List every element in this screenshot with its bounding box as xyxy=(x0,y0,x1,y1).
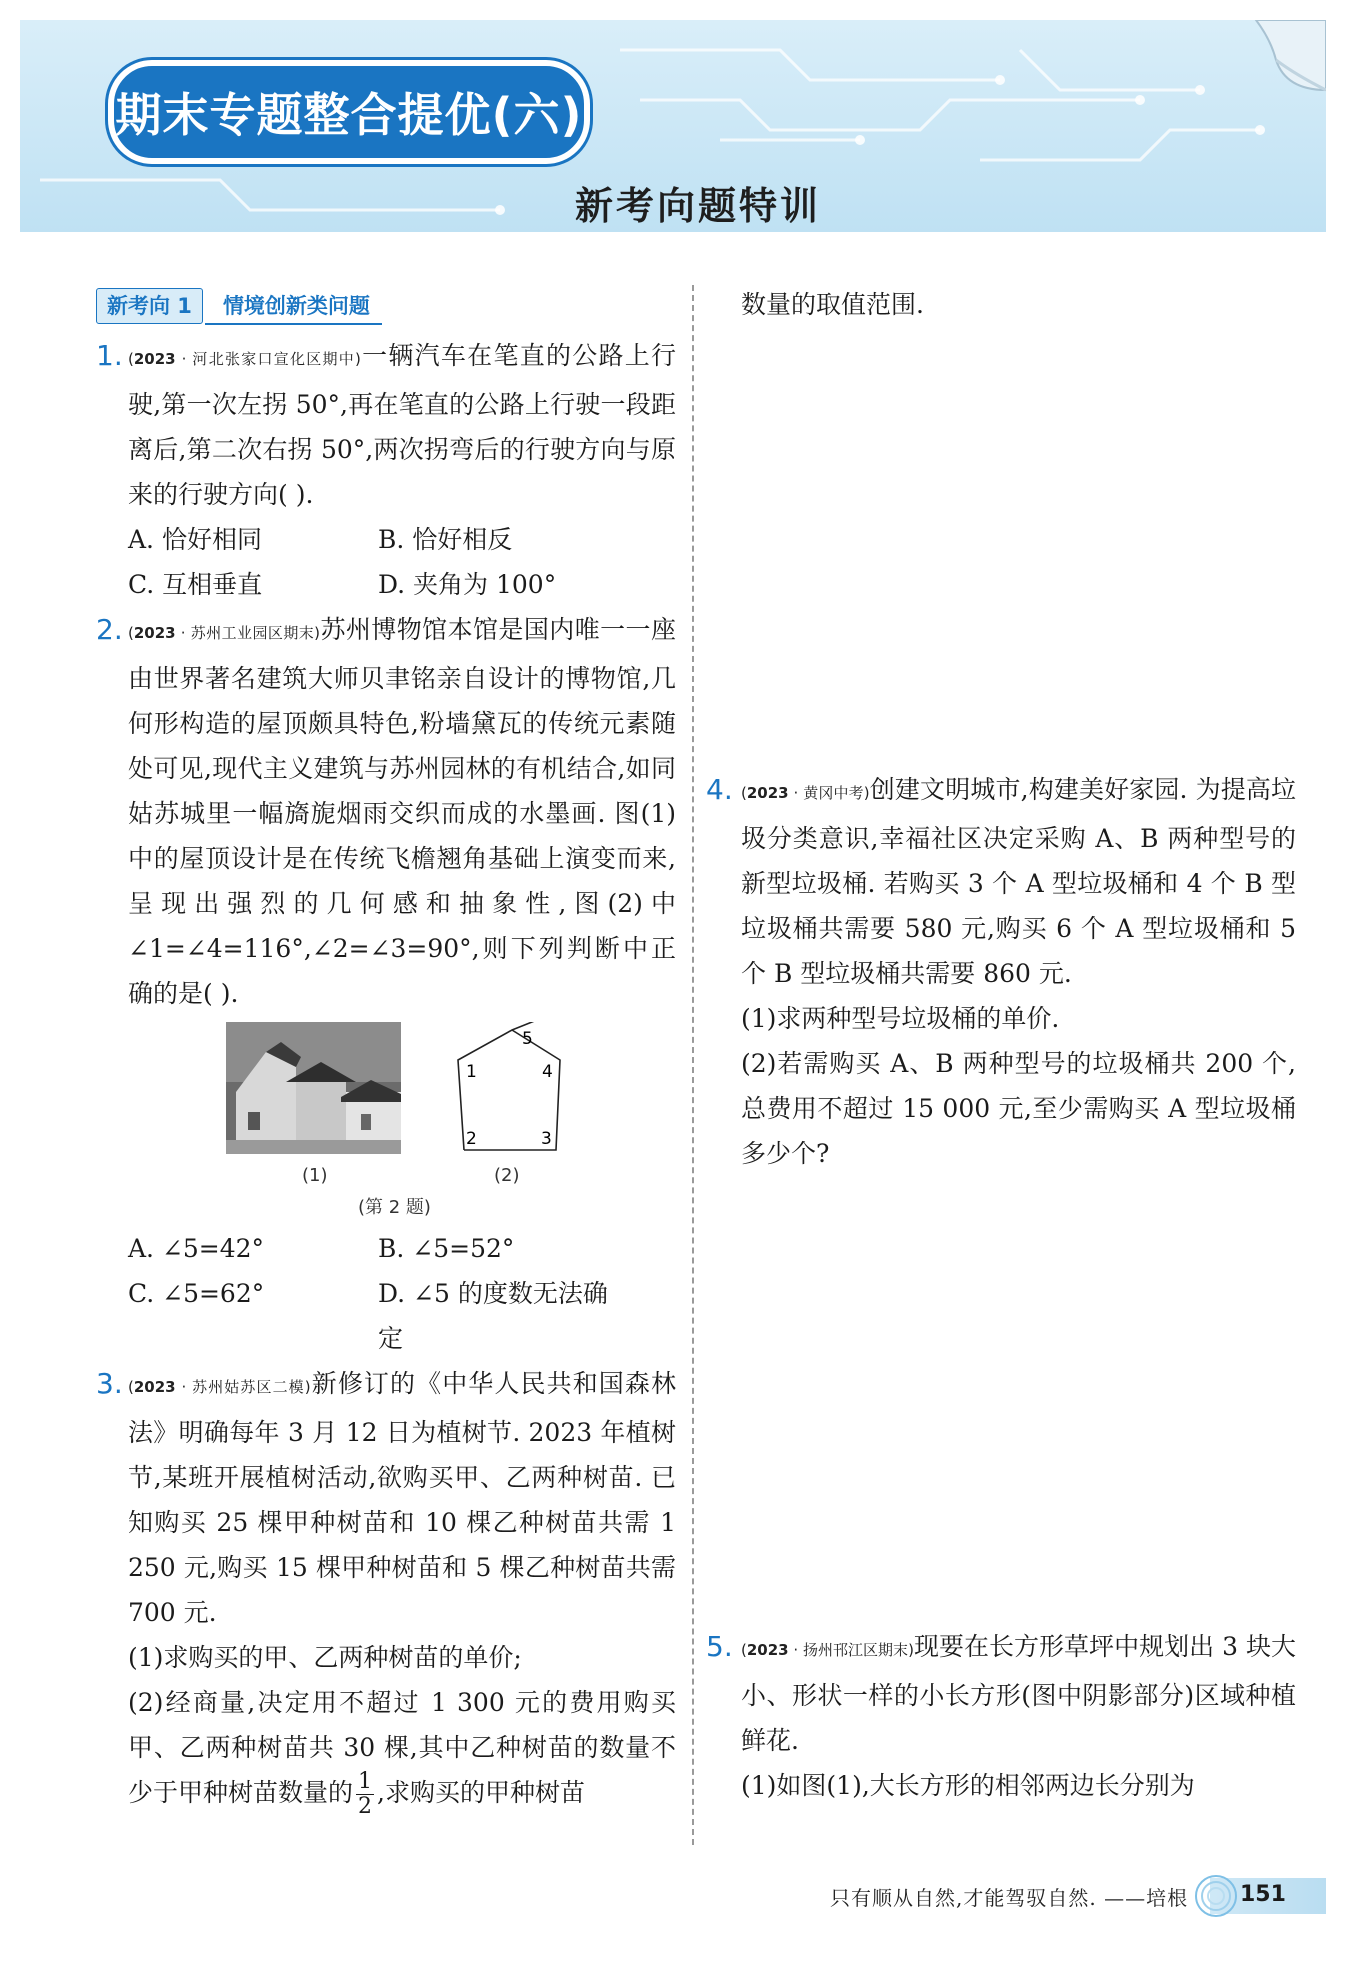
question-number: 4. xyxy=(706,773,733,806)
option-d: D. 夹角为 100° xyxy=(378,570,557,599)
angle-label-1: 1 xyxy=(466,1062,477,1082)
angle-label-4: 4 xyxy=(542,1062,553,1082)
angle-label-2: 2 xyxy=(466,1129,477,1149)
question-2-figure xyxy=(226,1016,676,1226)
figure-1-label: (1) xyxy=(302,1165,328,1186)
option-a: A. ∠5=42° xyxy=(128,1234,265,1263)
question-2 xyxy=(96,607,676,1016)
question-1 xyxy=(96,333,676,517)
page-footer xyxy=(0,1870,1350,1910)
question-number: 3. xyxy=(96,1367,123,1400)
question-3-part-2-continued: 数量的取值范围. xyxy=(741,290,924,319)
question-number: 2. xyxy=(96,613,123,646)
figure-2-label: (2) xyxy=(494,1165,520,1186)
header-banner xyxy=(20,20,1326,232)
fraction: $\frac{1}{2}$ xyxy=(358,1769,373,1819)
section-tag xyxy=(96,282,676,327)
question-text: 一辆汽车在笔直的公路上行驶,第一次左拐 50°,再在笔直的公路上行驶一段距离后,第二次右拐 50°,两次拐弯后的行驶方向与原来的行驶方向( ). xyxy=(128,341,676,509)
angle-label-5: 5 xyxy=(522,1029,533,1049)
question-text: 现要在长方形草坪中规划出 3 块大小、形状一样的小长方形(图中阴影部分)区域种植鲜花. xyxy=(741,1632,1296,1755)
option-b: B. 恰好相反 xyxy=(378,525,513,554)
question-5 xyxy=(706,1624,1296,1763)
question-source: (2023 · 苏州工业园区期末) xyxy=(128,624,321,642)
question-source: (2023 · 扬州邗江区期末) xyxy=(741,1641,914,1659)
page-curl-icon xyxy=(1246,20,1326,100)
question-source: (2023 · 黄冈中考) xyxy=(741,784,870,802)
question-5-part-1: (1)如图(1),大长方形的相邻两边长分别为 xyxy=(741,1771,1195,1800)
question-2-options-row2 xyxy=(96,1271,676,1361)
question-4-part-1: (1)求两种型号垃圾桶的单价. xyxy=(741,1004,1060,1033)
question-text: 新修订的《中华人民共和国森林法》明确每年 3 月 12 日为植树节. 2023 年植树节,某班开展植树活动,欲购买甲、乙两种树苗. 已知购买 25 棵甲种树苗和 10 棵乙种树苗共需 1 250 元,购买 15 棵甲种树苗和 5 棵乙种树苗共需 700 元. xyxy=(128,1369,676,1627)
option-a: A. 恰好相同 xyxy=(128,525,262,554)
column-divider xyxy=(692,285,694,1845)
swirl-icon xyxy=(1192,1872,1240,1920)
section-tag-name: 情境创新类问题 xyxy=(205,289,382,325)
answer-space xyxy=(706,327,1296,767)
museum-photo xyxy=(226,1022,401,1154)
answer-space xyxy=(706,1176,1296,1624)
left-column xyxy=(96,282,676,1819)
question-source: (2023 · 河北张家口宣化区期中) xyxy=(128,350,361,368)
question-2-options-row1 xyxy=(96,1226,676,1271)
footer-motto: 只有顺从自然,才能驾驭自然. ——培根 xyxy=(830,1886,1189,1910)
page-subtitle: 新考向题特训 xyxy=(575,184,822,228)
option-d: D. ∠5 的度数无法确定 xyxy=(378,1279,608,1353)
question-text: 创建文明城市,构建美好家园. 为提高垃圾分类意识,幸福社区决定采购 A、B 两种型号的新型垃圾桶. 若购买 3 个 A 型垃圾桶和 4 个 B 型垃圾桶共需要 580 元,购买 6 个 A 型垃圾桶和 5 个 B 型垃圾桶共需要 860 元. xyxy=(741,775,1296,988)
question-number: 5. xyxy=(706,1630,733,1663)
angle-label-3: 3 xyxy=(541,1129,552,1149)
page-number: 151 xyxy=(1240,1882,1286,1907)
option-c: C. ∠5=62° xyxy=(128,1279,265,1308)
option-c: C. 互相垂直 xyxy=(128,570,263,599)
question-source: (2023 · 苏州姑苏区二模) xyxy=(128,1378,311,1396)
question-3 xyxy=(96,1361,676,1635)
question-3-part-1: (1)求购买的甲、乙两种树苗的单价; xyxy=(128,1643,522,1672)
page-title: 期末专题整合提优(六) xyxy=(108,60,590,164)
question-4-part-2: (2)若需购买 A、B 两种型号的垃圾桶共 200 个,总费用不超过 15 000 元,至少需购买 A 型垃圾桶多少个? xyxy=(741,1049,1296,1168)
question-1-options-row2 xyxy=(96,562,676,607)
question-4 xyxy=(706,767,1296,996)
question-3-part-2: (2)经商量,决定用不超过 1 300 元的费用购买甲、乙两种树苗共 30 棵,其中乙种树苗的数量不少于甲种树苗数量的 $\frac{1}{2}$ ,求购买的甲种树苗 xyxy=(128,1688,676,1819)
question-number: 1. xyxy=(96,339,123,372)
option-b: B. ∠5=52° xyxy=(378,1234,515,1263)
figure-drawings xyxy=(226,1022,646,1202)
figure-caption: (第 2 题) xyxy=(358,1197,431,1218)
section-tag-number: 新考向 1 xyxy=(96,288,203,324)
right-column xyxy=(706,282,1296,1808)
question-text: 苏州博物馆本馆是国内唯一一座由世界著名建筑大师贝聿铭亲自设计的博物馆,几何形构造的屋顶颇具特色,粉墙黛瓦的传统元素随处可见,现代主义建筑与苏州园林的有机结合,如同姑苏城里一幅旖旎烟雨交织而成的水墨画. 图(1)中的屋顶设计是在传统飞檐翘角基础上演变而来,呈现出强烈的几何感和抽象性,图(2)中∠1=∠4=116°,∠2=∠3=90°,则下列判断中正确的是( ). xyxy=(128,615,676,1008)
question-1-options-row1 xyxy=(96,517,676,562)
